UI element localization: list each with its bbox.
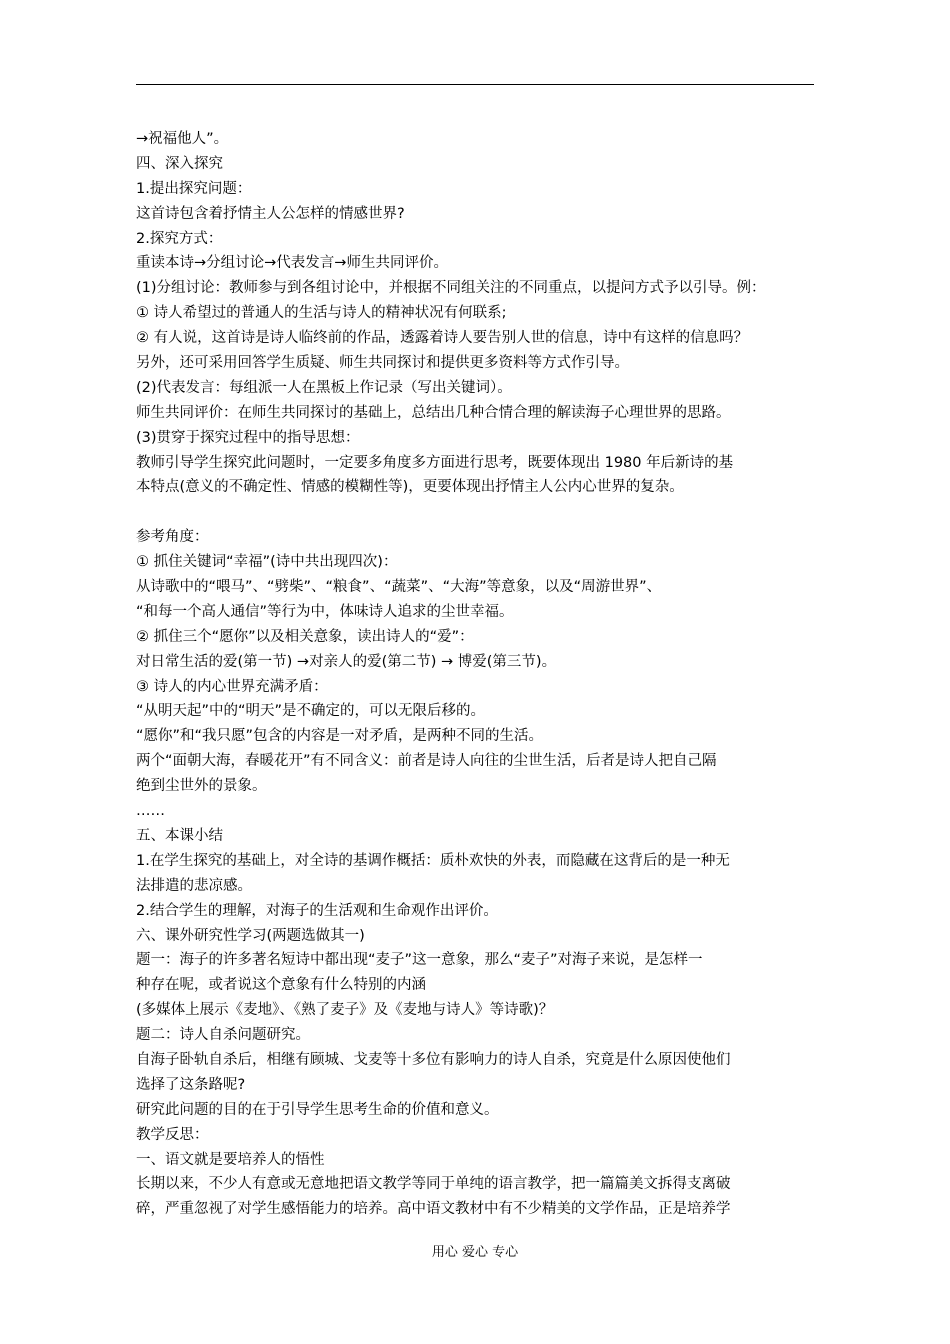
text-line: 长期以来，不少人有意或无意地把语文教学等同于单纯的语言教学，把一篇篇美文拆得支离破 [136, 1176, 731, 1193]
text-line: 选择了这条路呢? [136, 1076, 246, 1093]
text-line: 六、课外研究性学习(两题选做其一) [136, 927, 365, 944]
text-line: 法排遣的悲凉感。 [136, 877, 252, 894]
text-line: 1.提出探究问题： [136, 180, 252, 197]
text-line: 1.在学生探究的基础上，对全诗的基调作概括：质朴欢快的外表，而隐藏在这背后的是一种无 [136, 852, 730, 869]
text-line: 研究此问题的目的在于引导学生思考生命的价值和意义。 [136, 1101, 499, 1118]
text-line: 五、本课小结 [136, 827, 223, 844]
text-line: 题二：诗人自杀问题研究。 [136, 1027, 310, 1044]
text-line: 绝到尘世外的景象。 [136, 778, 267, 795]
text-line: ① 抓住关键词“幸福”(诗中共出现四次)： [136, 554, 398, 571]
text-line: 从诗歌中的“喂马”、“劈柴”、“粮食”、“蔬菜”、“大海”等意象，以及“周游世界”、 [136, 579, 662, 596]
text-line: 这首诗包含着抒情主人公怎样的情感世界? [136, 205, 405, 222]
text-line: 本特点(意义的不确定性、情感的模糊性等)，更要体现出抒情主人公内心世界的复杂。 [136, 479, 684, 496]
text-line: “愿你”和“我只愿”包含的内容是一对矛盾，是两种不同的生活。 [136, 728, 544, 745]
text-line: (1)分组讨论：教师参与到各组讨论中，并根据不同组关注的不同重点，以提问方式予以引导。例： [136, 280, 766, 297]
text-line: ① 诗人希望过的普通人的生活与诗人的精神状况有何联系; [136, 305, 507, 322]
text-line: 对日常生活的爱(第一节) →对亲人的爱(第二节) → 博爱(第三节)。 [136, 653, 557, 670]
text-line: 重读本诗→分组讨论→代表发言→师生共同评价。 [136, 255, 448, 272]
text-line: 题一：海子的许多著名短诗中都出现“麦子”这一意象，那么“麦子”对海子来说，是怎样一 [136, 952, 703, 969]
text-line: 碎，严重忽视了对学生感悟能力的培养。高中语文教材中有不少精美的文学作品，正是培养学 [136, 1201, 731, 1218]
text-line: ③ 诗人的内心世界充满矛盾： [136, 678, 328, 695]
text-line: 另外，还可采用回答学生质疑、师生共同探讨和提供更多资料等方式作引导。 [136, 355, 629, 372]
text-line: 四、深入探究 [136, 155, 223, 172]
text-line: ② 抓住三个“愿你”以及相关意象，读出诗人的“爱”： [136, 628, 474, 645]
text-line: 教师引导学生探究此问题时，一定要多角度多方面进行思考，既要体现出 1980 年后新诗的基 [136, 454, 734, 471]
text-line: 教学反思： [136, 1126, 209, 1143]
text-line: ② 有人说，这首诗是诗人临终前的作品，透露着诗人要告别人世的信息，诗中有这样的信息吗？ [136, 330, 749, 347]
text-line: “和每一个高人通信”等行为中，体味诗人追求的尘世幸福。 [136, 603, 514, 620]
text-line: 2.结合学生的理解，对海子的生活观和生命观作出评价。 [136, 902, 498, 919]
text-line: 一、语文就是要培养人的悟性 [136, 1151, 325, 1168]
text-line: “从明天起”中的“明天”是不确定的，可以无限后移的。 [136, 703, 486, 720]
text-line: 自海子卧轨自杀后，相继有顾城、戈麦等十多位有影响力的诗人自杀，究竟是什么原因使他们 [136, 1051, 731, 1068]
text-line: 参考角度： [136, 529, 209, 546]
text-line: (2)代表发言：每组派一人在黑板上作记录（写出关键词）。 [136, 379, 512, 396]
blank-line [136, 500, 814, 525]
header-rule [136, 84, 814, 85]
page-footer: 用心 爱心 专心 [431, 1245, 519, 1260]
document-body [136, 127, 814, 1222]
text-line: 师生共同评价：在师生共同探讨的基础上，总结出几种合情合理的解读海子心理世界的思路。 [136, 404, 731, 421]
text-line: 种存在呢，或者说这个意象有什么特别的内涵 [136, 977, 426, 994]
text-line: …… [136, 803, 165, 820]
text-line: →祝福他人”。 [136, 131, 229, 147]
text-line: 2.探究方式： [136, 230, 223, 247]
text-line: (3)贯穿于探究过程中的指导思想： [136, 429, 360, 446]
text-line: (多媒体上展示《麦地》、《熟了麦子》及《麦地与诗人》等诗歌)？ [136, 1002, 554, 1019]
text-line: 两个“面朝大海，春暖花开”有不同含义：前者是诗人向往的尘世生活，后者是诗人把自己隔 [136, 753, 717, 770]
